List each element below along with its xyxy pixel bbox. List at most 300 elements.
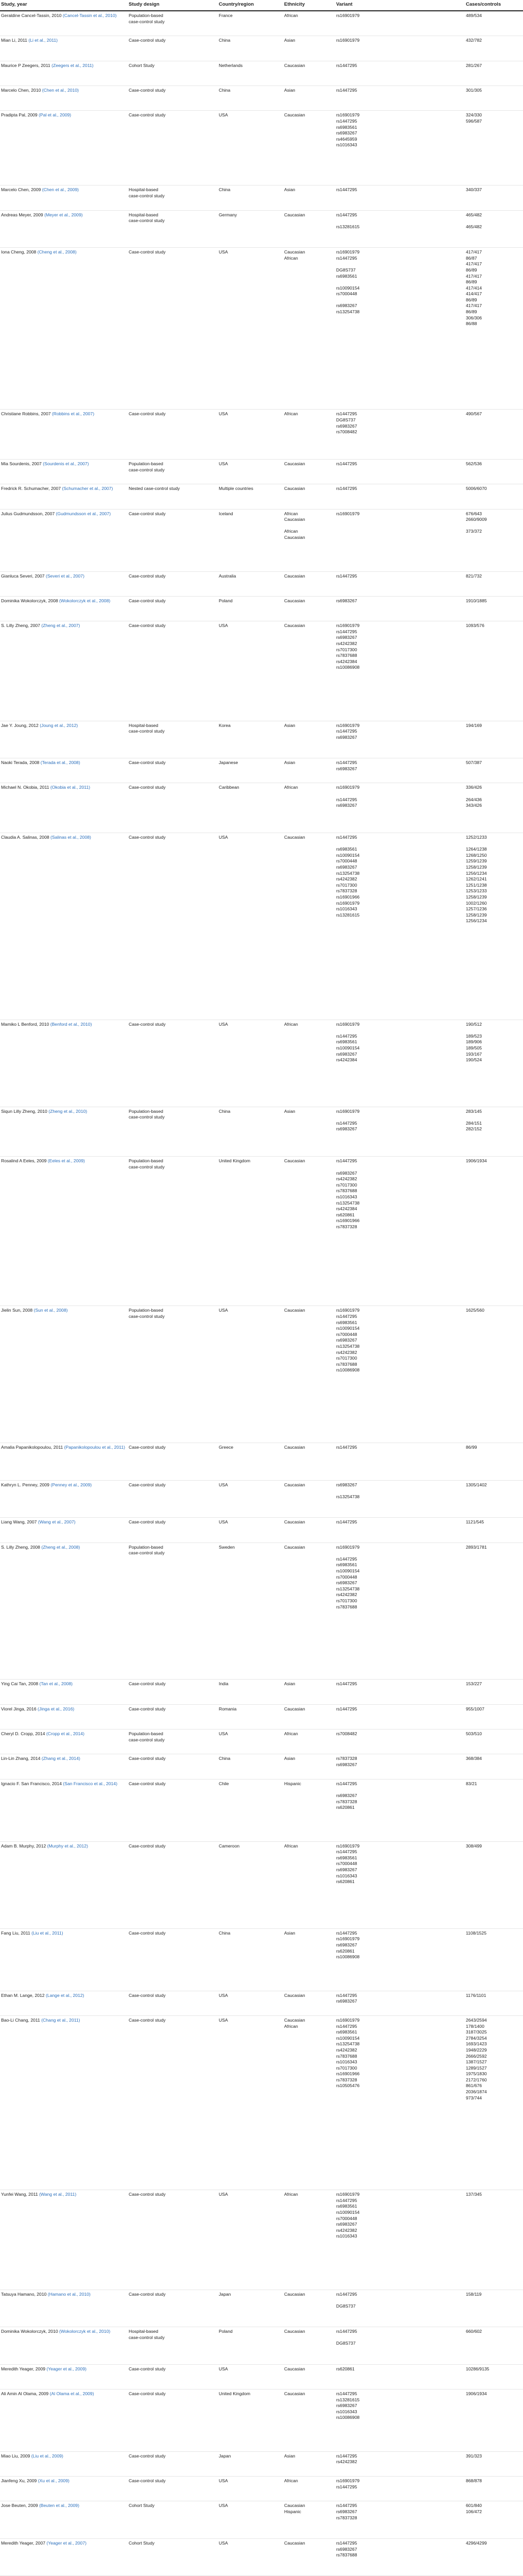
study-reference-link[interactable]: (Beuten et al., 2009) <box>39 2503 79 2509</box>
study-reference-link[interactable]: (Hamano et al., 2010) <box>47 2291 91 2297</box>
variant: rs16901979 <box>336 1843 360 1849</box>
variant-cell <box>336 61 466 86</box>
cases-controls: 2666/2592 <box>466 2053 487 2059</box>
study-design-cell <box>129 510 219 571</box>
country: USA <box>219 1731 228 1737</box>
ethnicity-cell <box>284 11 336 36</box>
table-row <box>0 460 523 484</box>
study-design: Case-control study <box>129 112 166 118</box>
variant-cell <box>336 1107 466 1157</box>
study-name: Jielin Sun, 2008 <box>1 1308 33 1313</box>
study-reference-link[interactable]: (Sourdenis et al., 2007) <box>43 461 89 466</box>
study-design: Case-control study <box>129 38 166 43</box>
study-cell <box>0 1107 129 1157</box>
study-design: Hospital-based <box>129 187 159 193</box>
country: USA <box>219 2540 228 2546</box>
ethnicity: Asian <box>284 760 295 765</box>
ethnicity-cell <box>284 597 336 621</box>
study-reference-link[interactable]: (Liu et al., 2009) <box>31 2453 63 2459</box>
variant: DG8S737 <box>336 417 356 422</box>
study-reference-link[interactable]: (Chen et al., 2009) <box>42 187 79 193</box>
variant: rs1447295 <box>336 1158 357 1164</box>
country: Cameroon <box>219 1843 240 1849</box>
study-design: Case-control study <box>129 1681 166 1687</box>
cases-controls: 1253/1233 <box>466 888 487 894</box>
study-reference-link[interactable]: (Zhang et al., 2014) <box>41 1756 80 1761</box>
header-variant: Variant <box>336 2 353 7</box>
variant: rs6983561 <box>336 1319 357 1325</box>
study-design: Case-control study <box>129 511 166 516</box>
header-study: Study, year <box>1 2 27 7</box>
cases-controls-cell <box>466 1543 523 1680</box>
variant: rs7000448 <box>336 1574 357 1580</box>
study-reference-link[interactable]: (Wokolorczyk et al., 2010) <box>59 2329 111 2334</box>
variant <box>336 261 464 267</box>
variant-cell <box>336 111 466 185</box>
study-name: Iona Cheng, 2008 <box>1 249 37 255</box>
study-design-cell <box>129 61 219 86</box>
cases-controls: 601/840 <box>466 2503 482 2509</box>
study-cell <box>0 1157 129 1306</box>
ethnicity: Caucasian <box>284 1706 305 1711</box>
country: USA <box>219 112 228 118</box>
ethnicity-cell <box>284 1443 336 1480</box>
variant <box>336 1114 464 1121</box>
cases-controls: 2893/1781 <box>466 1544 487 1550</box>
country-cell <box>219 758 284 783</box>
cases-controls-cell <box>466 248 523 409</box>
variant: rs6983267 <box>336 1051 357 1057</box>
study-design-cell <box>129 1680 219 1704</box>
study-cell <box>0 2190 129 2289</box>
ethnicity-cell <box>284 2452 336 2476</box>
study-reference-link[interactable]: (Joung et al., 2012) <box>40 722 78 728</box>
ethnicity: African <box>284 1021 298 1027</box>
study-design: Population-based <box>129 1731 163 1737</box>
study-reference-link[interactable]: (Zheng et al., 2007) <box>41 623 80 629</box>
study-design-cell <box>129 1543 219 1680</box>
study-reference-link[interactable]: (Salinas et al., 2008) <box>50 835 91 840</box>
study-reference-link[interactable]: (Wokolorczyk et al., 2008) <box>59 598 111 603</box>
study-name: S. Lilly Zheng, 2008 <box>1 1544 40 1550</box>
ethnicity-cell <box>284 833 336 1020</box>
cases-controls <box>466 1114 521 1121</box>
study-reference-link[interactable]: (Chen et al., 2010) <box>42 87 79 93</box>
variant: rs1447295 <box>336 1033 357 1039</box>
study-design: Case-control study <box>129 835 166 840</box>
study-design-cell <box>129 460 219 484</box>
ethnicity: Caucasian <box>284 2391 305 2396</box>
cases-controls: 503/510 <box>466 1731 482 1737</box>
variant: rs6983267 <box>336 635 357 640</box>
study-cell <box>0 1754 129 1778</box>
table-row <box>0 833 523 1020</box>
cases-controls-cell <box>466 2477 523 2501</box>
variant: rs1447295 <box>336 2197 357 2203</box>
variant: rs7000448 <box>336 1861 357 1867</box>
variant: rs6983267 <box>336 803 357 808</box>
variant: rs7837328 <box>336 2515 357 2520</box>
study-reference-link[interactable]: (Cropp et al., 2014) <box>46 1731 84 1737</box>
cases-controls: 2643/2594 <box>466 2017 487 2023</box>
study-name: Meredith Yeager, 2009 <box>1 2366 46 2371</box>
variant: rs1447295 <box>336 1781 357 1786</box>
study-reference-link[interactable]: (Wang et al., 2007) <box>38 1519 76 1525</box>
variant: rs7837328 <box>336 1224 357 1229</box>
study-design: Case-control study <box>129 760 166 765</box>
cases-controls: 1256/1234 <box>466 870 487 876</box>
cases-controls: 1258/1239 <box>466 864 487 870</box>
variant: rs10090154 <box>336 1326 360 1331</box>
variant: rs6983561 <box>336 1855 357 1860</box>
study-design-cell <box>129 2016 219 2190</box>
variant: rs4242384 <box>336 1057 357 1063</box>
study-reference-link[interactable]: (Severi et al., 2007) <box>45 573 84 579</box>
ethnicity: Caucasian <box>284 598 305 603</box>
study-design-cell <box>129 36 219 60</box>
study-design-cell <box>129 1705 219 1729</box>
variant: rs10090154 <box>336 2035 360 2041</box>
study-reference-link[interactable]: (Chang et al., 2011) <box>41 2017 80 2023</box>
ethnicity-cell <box>284 248 336 409</box>
study-design: Case-control study <box>129 785 166 790</box>
variant: rs620861 <box>336 1805 355 1810</box>
study-design: Case-control study <box>129 2017 166 2023</box>
study-reference-link[interactable]: (Li et al., 2011) <box>28 38 58 43</box>
country-cell <box>219 36 284 60</box>
country: USA <box>219 623 228 629</box>
study-design: Cohort Study <box>129 2503 155 2509</box>
study-reference-link[interactable]: (Meyer et al., 2009) <box>44 212 83 217</box>
cases-controls-cell <box>466 2539 523 2576</box>
ethnicity-cell <box>284 86 336 110</box>
study-reference-link[interactable]: (Benford et al., 2010) <box>50 1021 92 1027</box>
country: USA <box>219 1308 228 1313</box>
study-reference-link[interactable]: (Xu et al., 2009) <box>38 2478 69 2484</box>
cases-controls-cell <box>466 36 523 60</box>
variant: rs7008482 <box>336 429 357 435</box>
variant: rs1447295 <box>336 1681 357 1687</box>
study-design: Population-based <box>129 1158 163 1164</box>
study-reference-link[interactable]: (Zheng et al., 2008) <box>41 1544 80 1550</box>
variant: rs6983267 <box>336 1337 357 1343</box>
country-cell <box>219 1705 284 1729</box>
variant: rs1447295 <box>336 2503 357 2509</box>
study-name: Fredrick R. Schumacher, 2007 <box>1 486 61 492</box>
study-design: Case-control study <box>129 1843 166 1849</box>
table-row <box>0 484 523 509</box>
table-row <box>0 597 523 621</box>
study-cell <box>0 86 129 110</box>
variant-cell <box>336 460 466 484</box>
ethnicity-cell <box>284 211 336 248</box>
study-design: Case-control study <box>129 623 166 629</box>
cases-controls-cell <box>466 621 523 720</box>
study-reference-link[interactable]: (Penney et al., 2009) <box>50 1482 92 1487</box>
variant: rs6983267 <box>336 1126 357 1132</box>
study-name: Ying Cai Tan, 2008 <box>1 1681 39 1687</box>
ethnicity-cell <box>284 410 336 459</box>
table-row <box>0 185 523 210</box>
table-row <box>0 61 523 86</box>
variant: rs13254738 <box>336 1586 360 1591</box>
table-row <box>0 621 523 721</box>
study-design: Case-control study <box>129 87 166 93</box>
variant: rs13281615 <box>336 2397 360 2402</box>
cases-controls: 137/345 <box>466 2192 482 2197</box>
study-cell <box>0 1306 129 1443</box>
variant: rs6983267 <box>336 864 357 870</box>
ethnicity: Caucasian <box>284 535 305 540</box>
study-design-cell <box>129 2327 219 2364</box>
variant: rs13254738 <box>336 2041 360 2047</box>
cases-controls: 373/372 <box>466 529 482 534</box>
study-reference-link[interactable]: (Tan et al., 2008) <box>39 1681 73 1687</box>
variant: rs620861 <box>336 1212 355 1217</box>
country: Caribbean <box>219 785 239 790</box>
variant: rs7000448 <box>336 858 357 864</box>
study-design: Cohort Study <box>129 2540 155 2546</box>
country-cell <box>219 2365 284 2389</box>
variant-cell <box>336 572 466 596</box>
study-cell <box>0 1020 129 1107</box>
variant: rs1016343 <box>336 2059 357 2065</box>
study-name: Cheryl D. Cropp, 2014 <box>1 1731 45 1737</box>
country-cell <box>219 86 284 110</box>
table-row <box>0 1754 523 1779</box>
table-row <box>0 1107 523 1157</box>
study-reference-link[interactable]: (Papanikolopoulou et al., 2011) <box>64 1445 125 1450</box>
variant-cell <box>336 36 466 60</box>
table-row <box>0 1680 523 1704</box>
country-cell <box>219 1730 284 1754</box>
study-reference-link[interactable]: (Sun et al., 2008) <box>33 1308 68 1313</box>
cases-controls-cell <box>466 721 523 758</box>
ethnicity-cell <box>284 2190 336 2289</box>
study-design-cell <box>129 1991 219 2015</box>
study-name: Michael N. Okobia, 2011 <box>1 785 49 790</box>
study-reference-link[interactable]: (Eeles et al., 2009) <box>47 1158 85 1164</box>
study-cell <box>0 621 129 720</box>
country-cell <box>219 484 284 509</box>
study-name: Gianluca Severi, 2007 <box>1 573 45 579</box>
country: USA <box>219 2478 228 2484</box>
variant: rs6983267 <box>336 2546 357 2552</box>
variant: rs6983561 <box>336 846 357 852</box>
country: Australia <box>219 573 236 579</box>
variant: rs7000448 <box>336 2215 357 2221</box>
cases-controls: 1975/1830 <box>466 2071 487 2077</box>
study-reference-link[interactable]: (Yeager et al., 2009) <box>46 2366 86 2371</box>
variant: rs1447295 <box>336 2540 357 2546</box>
study-reference-link[interactable]: (Robbins et al., 2007) <box>51 411 95 417</box>
cases-controls: 417/417 <box>466 303 482 309</box>
variant: rs1447295 <box>336 1445 357 1450</box>
country: Germany <box>219 212 237 217</box>
country-cell <box>219 1020 284 1107</box>
study-design-cell <box>129 721 219 758</box>
variant-cell <box>336 1306 466 1443</box>
study-design-cell <box>129 86 219 110</box>
country-cell <box>219 460 284 484</box>
variant-cell <box>336 211 466 248</box>
country: Japan <box>219 2291 231 2297</box>
study-design-cell <box>129 2477 219 2501</box>
table-row <box>0 1481 523 1518</box>
study-reference-link[interactable]: (Zheng et al., 2010) <box>48 1108 88 1114</box>
table-row <box>0 2501 523 2539</box>
study-reference-link[interactable]: (Jinga et al., 2016) <box>38 1706 75 1711</box>
cases-controls: 391/323 <box>466 2453 482 2459</box>
ethnicity: Asian <box>284 87 295 93</box>
country: USA <box>219 2192 228 2197</box>
cases-controls: 507/387 <box>466 760 482 765</box>
cases-controls: 955/1007 <box>466 1706 484 1711</box>
study-name: Ethan M. Lange, 2012 <box>1 1992 45 1998</box>
cases-controls-cell <box>466 1518 523 1542</box>
cases-controls-cell <box>466 758 523 783</box>
ethnicity: African <box>284 1843 298 1849</box>
study-cell <box>0 2365 129 2389</box>
variant-cell <box>336 185 466 210</box>
cases-controls: 1693/1423 <box>466 2041 487 2047</box>
study-reference-link[interactable]: (Pal et al., 2009) <box>39 112 72 118</box>
cases-controls: 336/426 <box>466 785 482 790</box>
cases-controls: 1262/1241 <box>466 876 487 882</box>
study-cell <box>0 2389 129 2451</box>
ethnicity: Asian <box>284 187 295 193</box>
cases-controls-cell <box>466 2016 523 2190</box>
variant: rs4242382 <box>336 1176 357 1182</box>
variant: DG8S737 <box>336 2303 356 2309</box>
variant-cell <box>336 2501 466 2538</box>
cases-controls: 1252/1233 <box>466 835 487 840</box>
country: USA <box>219 461 228 466</box>
variant: rs7837328 <box>336 1756 357 1761</box>
study-reference-link[interactable]: (Schumacher et al., 2007) <box>62 486 113 492</box>
study-cell <box>0 484 129 509</box>
study-cell <box>0 410 129 459</box>
study-name: Fang Liu, 2011 <box>1 1930 30 1936</box>
country-cell <box>219 621 284 720</box>
cases-controls-cell <box>466 1730 523 1754</box>
variant: rs6983267 <box>336 1998 357 2004</box>
variant: rs16901979 <box>336 1544 360 1550</box>
variant: rs4242384 <box>336 1206 357 1212</box>
country: Poland <box>219 2329 233 2334</box>
study-reference-link[interactable]: (Okobia et al., 2011) <box>50 785 91 790</box>
variant: rs1447295 <box>336 1313 357 1319</box>
variant: rs7837328 <box>336 1799 357 1804</box>
variant-cell <box>336 1929 466 1991</box>
ethnicity: Caucasian <box>284 1992 305 1998</box>
ethnicity: Caucasian <box>284 1308 305 1313</box>
study-reference-link[interactable]: (Lange et al., 2012) <box>45 1992 84 1998</box>
study-reference-link[interactable]: (Gudmundsson et al., 2007) <box>56 511 111 516</box>
study-reference-link[interactable]: (Wang et al., 2011) <box>39 2192 77 2197</box>
country: Chile <box>219 1781 229 1786</box>
study-cell <box>0 1991 129 2015</box>
cases-controls: 190/512 <box>466 1021 482 1027</box>
study-design: Case-control study <box>129 1021 166 1027</box>
table-row <box>0 1705 523 1730</box>
variant: rs1447295 <box>336 728 357 734</box>
study-design-cell <box>129 597 219 621</box>
study-reference-link[interactable]: (Liu et al., 2011) <box>31 1930 63 1936</box>
table-row <box>0 2327 523 2365</box>
cases-controls: 264/436 <box>466 796 482 802</box>
country: USA <box>219 2366 228 2371</box>
cases-controls-cell <box>466 1107 523 1157</box>
table-row <box>0 211 523 248</box>
cases-controls: 1387/1527 <box>466 2059 487 2065</box>
variant: rs7837688 <box>336 1604 357 1609</box>
cases-controls: 1305/1402 <box>466 1482 487 1487</box>
study-cell <box>0 1518 129 1542</box>
table-row <box>0 1780 523 1842</box>
country-cell <box>219 783 284 833</box>
variant: rs1447295 <box>336 1992 357 1998</box>
study-reference-link[interactable]: (Cancel-Tassin et al., 2010) <box>62 13 117 18</box>
country: USA <box>219 2503 228 2509</box>
cases-controls: 324/330 <box>466 112 482 118</box>
variant: rs6983267 <box>336 2403 357 2409</box>
variant <box>336 841 464 847</box>
study-reference-link[interactable]: (Zeegers et al., 2011) <box>51 62 94 68</box>
study-reference-link[interactable]: (San Francisco et al., 2014) <box>63 1781 117 1786</box>
ethnicity-cell <box>284 2477 336 2501</box>
study-reference-link[interactable]: (Al Olama et al., 2009) <box>49 2391 94 2396</box>
country-cell <box>219 1543 284 1680</box>
cases-controls-cell <box>466 1481 523 1518</box>
ethnicity: Caucasian <box>284 1482 305 1487</box>
country: Korea <box>219 722 231 728</box>
study-design: Case-control study <box>129 2391 166 2396</box>
study-reference-link[interactable]: (Cheng et al., 2008) <box>37 249 77 255</box>
ethnicity: Caucasian <box>284 2366 305 2371</box>
cases-controls: 1108/1525 <box>466 1930 486 1936</box>
table-row <box>0 2365 523 2389</box>
cases-controls: 3187/3025 <box>466 2029 487 2035</box>
study-cell <box>0 510 129 571</box>
variant: rs16901979 <box>336 1108 360 1114</box>
variant: rs6983267 <box>336 1942 357 1947</box>
variant: rs4645959 <box>336 136 357 142</box>
study-name: Yunfei Wang, 2011 <box>1 2192 38 2197</box>
variant: rs1447295 <box>336 2453 357 2459</box>
variant: rs6983561 <box>336 124 357 130</box>
ethnicity: Caucasian <box>284 112 305 118</box>
variant: rs1447295 <box>336 2484 357 2489</box>
ethnicity-cell <box>284 1842 336 1928</box>
ethnicity: Asian <box>284 1108 295 1114</box>
study-reference-link[interactable]: (Yeager et al., 2007) <box>46 2540 86 2546</box>
study-reference-link[interactable]: (Murphy et al., 2012) <box>47 1843 88 1849</box>
study-reference-link[interactable]: (Terada et al., 2008) <box>40 760 80 765</box>
ethnicity-cell <box>284 1306 336 1443</box>
variant: rs13254738 <box>336 1494 360 1499</box>
table-row <box>0 1842 523 1929</box>
country: India <box>219 1681 229 1687</box>
ethnicity: Asian <box>284 38 295 43</box>
variant: rs6983267 <box>336 734 357 740</box>
cases-controls-cell <box>466 2389 523 2451</box>
country-cell <box>219 1842 284 1928</box>
cases-controls: 414/417 <box>466 291 482 297</box>
country: USA <box>219 1021 228 1027</box>
country-cell <box>219 11 284 36</box>
study-cell <box>0 1680 129 1704</box>
